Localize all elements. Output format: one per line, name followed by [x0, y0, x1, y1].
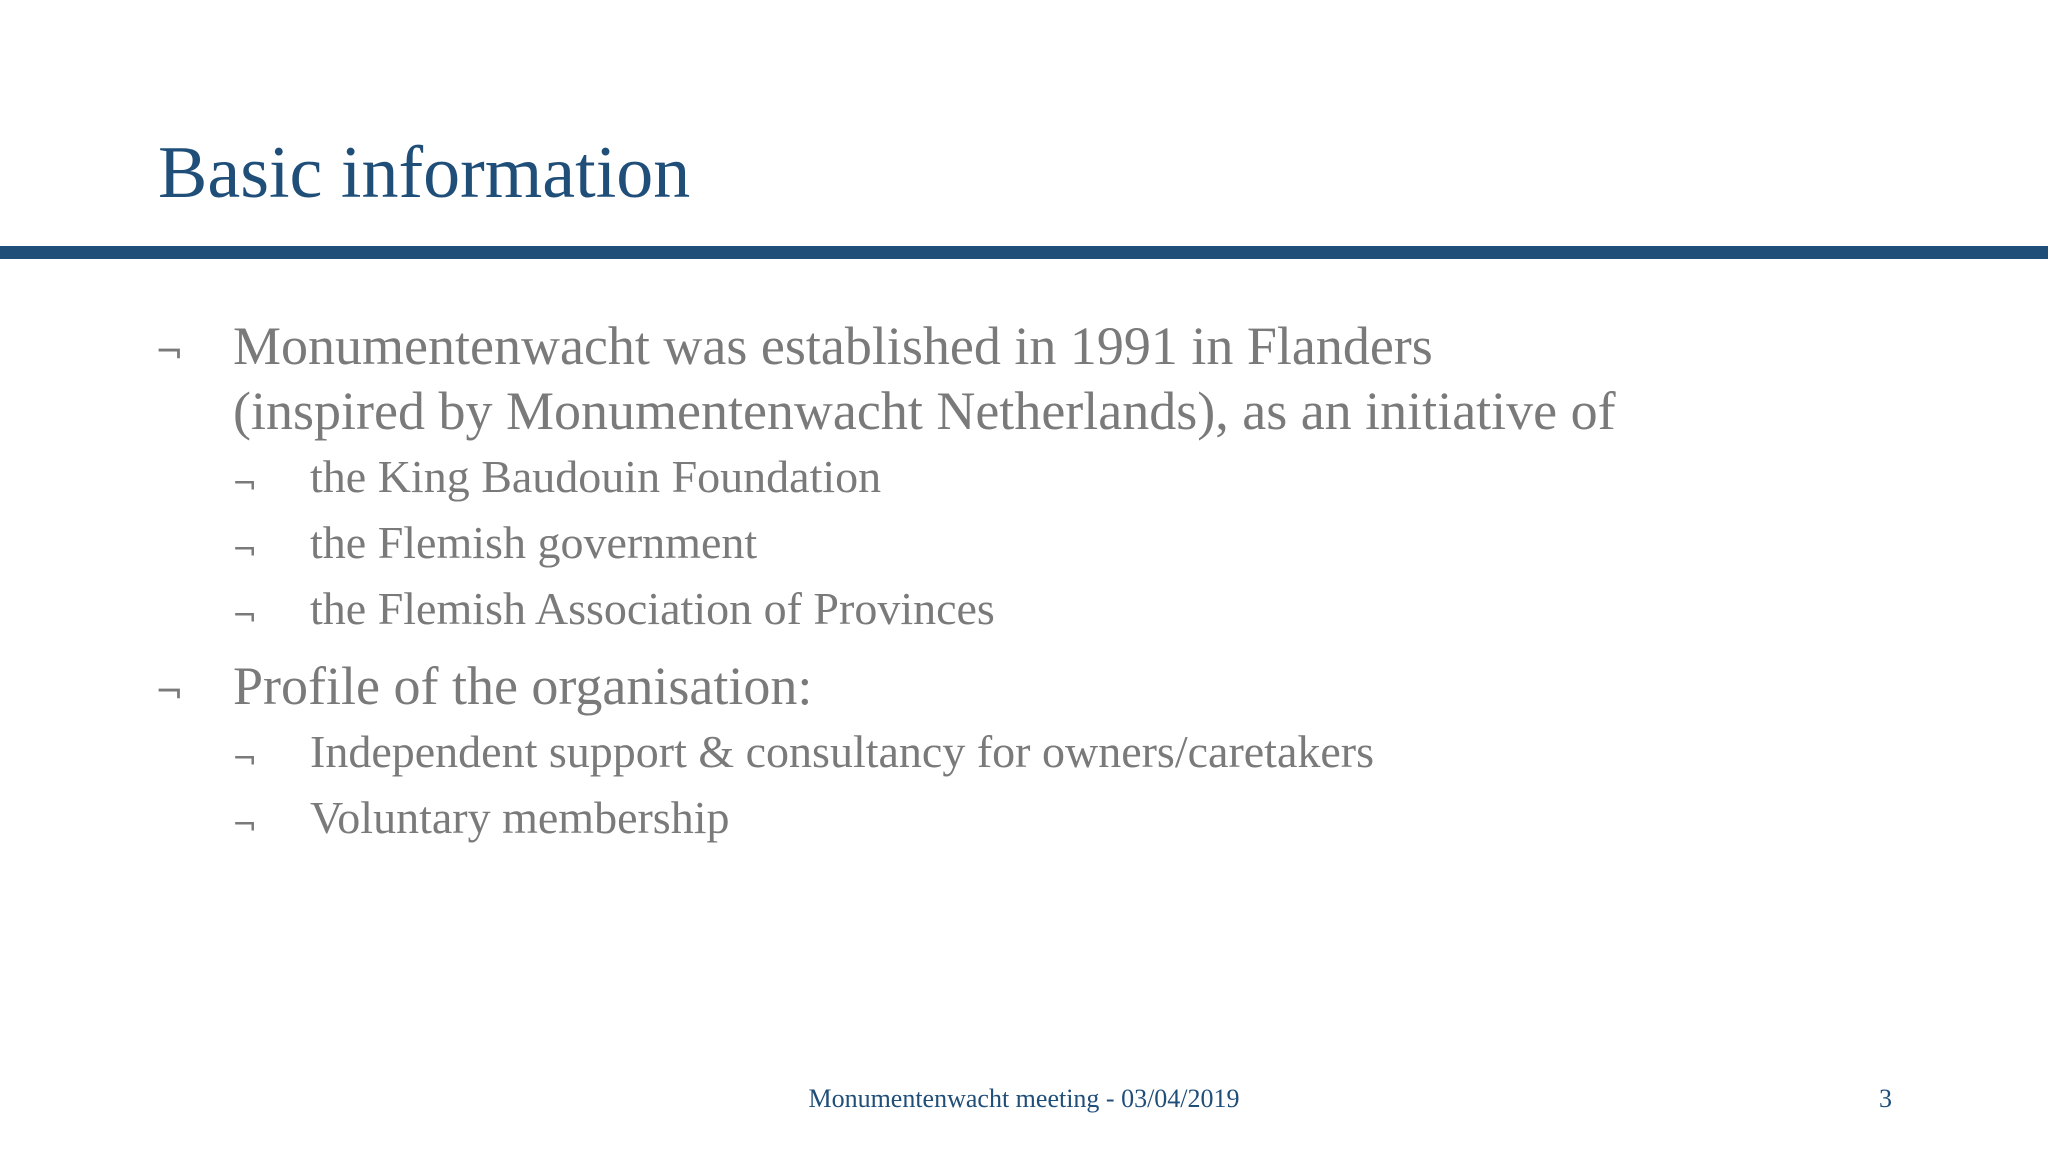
- bullet-item: [155, 654, 1985, 719]
- bullet-item: [155, 314, 1985, 379]
- sub-bullet-item: [155, 576, 1985, 642]
- slide-content: [155, 314, 1985, 851]
- sub-bullet-text: the Flemish Association of Provinces: [310, 583, 995, 634]
- bullet-icon: ¬: [155, 332, 184, 372]
- bullet-icon: ¬: [232, 742, 258, 777]
- bullet-item-continuation: [155, 379, 1985, 444]
- bullet-icon: ¬: [232, 533, 258, 568]
- sub-bullet-item: [155, 719, 1985, 785]
- footer-text: Monumentenwacht meeting - 03/04/2019: [808, 1084, 1240, 1113]
- spacer: [155, 642, 1985, 654]
- slide-title: Basic information: [158, 132, 691, 214]
- bullet-text: Monumentenwacht was established in 1991 in Flanders: [233, 316, 1433, 376]
- sub-bullet-text: the King Baudouin Foundation: [310, 451, 882, 502]
- sub-bullet-text: Independent support & consultancy for owners/caretakers: [310, 726, 1375, 777]
- bullet-icon: ¬: [232, 599, 258, 634]
- bullet-text: (inspired by Monumentenwacht Netherlands), as an initiative of: [233, 381, 1616, 441]
- sub-bullet-item: [155, 510, 1985, 576]
- sub-bullet-text: the Flemish government: [310, 517, 758, 568]
- bullet-icon: ¬: [155, 672, 184, 712]
- sub-bullet-item: [155, 444, 1985, 510]
- page-number: 3: [1879, 1084, 1892, 1113]
- bullet-icon: ¬: [232, 467, 258, 502]
- title-divider: [0, 246, 2048, 259]
- sub-bullet-item: [155, 785, 1985, 851]
- sub-bullet-text: Voluntary membership: [310, 792, 730, 843]
- bullet-text: Profile of the organisation:: [233, 656, 813, 716]
- bullet-icon: ¬: [232, 808, 258, 843]
